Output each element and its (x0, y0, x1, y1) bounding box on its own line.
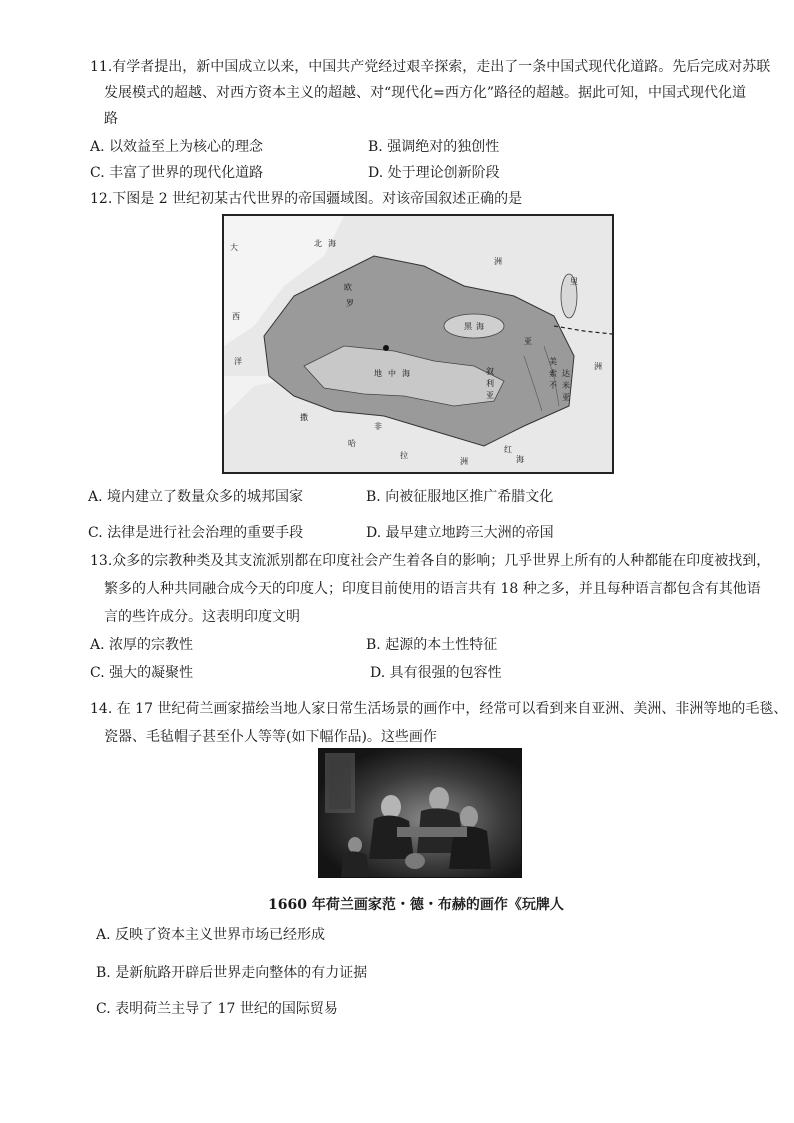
map-label: 里 (570, 277, 578, 286)
empire-map-drawing (224, 216, 612, 472)
q12-option-a: A. 境内建立了数量众多的城邦国家 (88, 489, 304, 505)
q13-option-b: B. 起源的本土性特征 (366, 637, 498, 653)
q11-option-c: C. 丰富了世界的现代化道路 (90, 165, 264, 181)
painting-drawing (319, 749, 521, 877)
map-label: 拉 (400, 451, 408, 460)
q13-stem-line1: 13.众多的宗教种类及其支流派别都在印度社会产生着各自的影响；几乎世界上所有的人种都能在印度被找到， (90, 553, 771, 569)
map-label: 红 (504, 445, 512, 454)
map-label: 叙 (486, 367, 494, 376)
map-label: 海 (516, 455, 524, 464)
painting-caption: 1660 年荷兰画家范・德・布赫的画作《玩牌人 (268, 897, 564, 913)
map-label: 美 (549, 357, 557, 366)
map-label: 洲 (494, 257, 502, 266)
map-label: 欧 (344, 283, 352, 292)
q11-option-d: D. 处于理论创新阶段 (368, 165, 500, 181)
q14-option-a: A. 反映了资本主义世界市场已经形成 (96, 927, 326, 943)
map-label: 地 (374, 369, 382, 378)
map-label: 洲 (594, 362, 602, 371)
map-label: 洋 (234, 357, 242, 366)
q12-option-b: B. 向被征服地区推广希腊文化 (366, 489, 554, 505)
empire-map (222, 214, 614, 474)
map-label: 亚 (524, 337, 532, 346)
q14-stem-line2: 瓷器、毛毡帽子甚至仆人等等(如下幅作品)。这些画作 (104, 729, 437, 745)
map-label: 海 (476, 322, 484, 331)
map-label: 达 (562, 369, 570, 378)
map-label: 索 (549, 369, 557, 378)
map-label: 西 (232, 312, 240, 321)
q14-stem-line1: 14. 在 17 世纪荷兰画家描绘当地人家日常生活场景的画作中，经常可以看到来自亚洲、美洲、非洲等地的毛毯、 (90, 701, 788, 717)
q13-option-c: C. 强大的凝聚性 (90, 665, 194, 681)
q14-option-c: C. 表明荷兰主导了 17 世纪的国际贸易 (96, 1001, 338, 1017)
map-label: 洲 (460, 457, 468, 466)
map-label: 不 (549, 381, 557, 390)
q12-stem: 12.下图是 2 世纪初某古代世界的帝国疆域图。对该帝国叙述正确的是 (90, 191, 523, 207)
q11-stem-line3: 路 (104, 111, 118, 127)
map-label: 非 (374, 422, 382, 431)
q13-stem-line2: 繁多的人种共同融合成今天的印度人；印度目前使用的语言共有 18 种之多，并且每种语言都包含有其他语 (104, 581, 761, 597)
q11-option-a: A. 以效益至上为核心的理念 (90, 139, 264, 155)
map-label: 黑 (464, 322, 472, 331)
map-label: 海 (328, 239, 336, 248)
painting-image (318, 748, 522, 878)
map-label: 亚 (486, 391, 494, 400)
map-label: 中 (388, 369, 396, 378)
map-label: 撒 (300, 413, 308, 422)
map-label: 利 (486, 379, 494, 388)
map-label: 北 (314, 239, 322, 248)
map-label: 米 (562, 381, 570, 390)
map-label: 亚 (562, 393, 570, 402)
q13-option-d: D. 具有很强的包容性 (370, 665, 502, 681)
q14-option-b: B. 是新航路开辟后世界走向整体的有力证据 (96, 965, 368, 981)
map-label: 罗 (346, 299, 354, 308)
q11-option-b: B. 强调绝对的独创性 (368, 139, 500, 155)
map-label: 哈 (348, 439, 356, 448)
map-label: 大 (230, 243, 238, 252)
q13-option-a: A. 浓厚的宗教性 (90, 637, 194, 653)
q11-stem-line1: 11.有学者提出，新中国成立以来，中国共产党经过艰辛探索，走出了一条中国式现代化道路。先后完成对苏联 (90, 59, 771, 75)
q12-option-c: C. 法律是进行社会治理的重要手段 (88, 525, 304, 541)
q12-option-d: D. 最早建立地跨三大洲的帝国 (366, 525, 554, 541)
q13-stem-line3: 言的些许成分。这表明印度文明 (104, 609, 300, 625)
q11-stem-line2: 发展模式的超越、对西方资本主义的超越、对“现代化=西方化”路径的超越。据此可知，中国式现代化道 (104, 85, 747, 101)
map-label: 海 (402, 369, 410, 378)
